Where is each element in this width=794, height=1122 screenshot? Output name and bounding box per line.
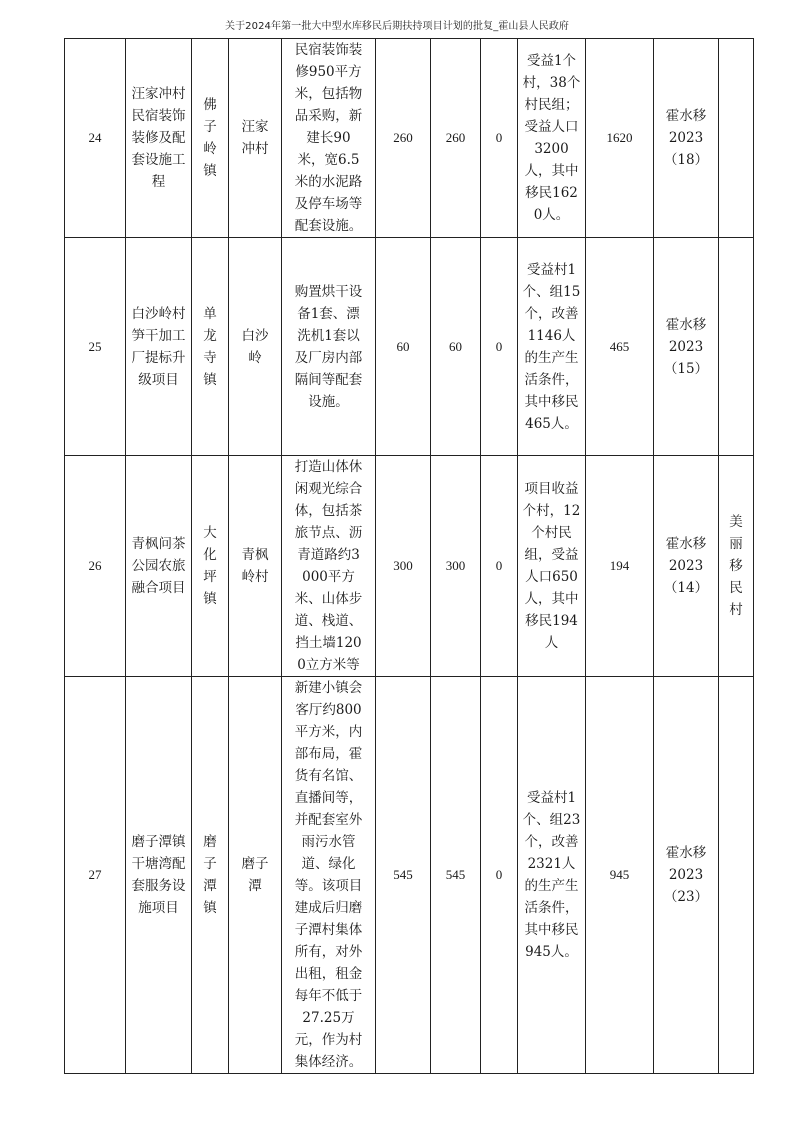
row-number: 27	[65, 677, 126, 1074]
construction-content: 打造山体休闲观光综合体，包括茶旅节点、沥青道路约3000平方米、山体步道、栈道、挡土墙1200立方米等	[282, 456, 376, 677]
beneficiaries: 受益村1个、组15个，改善1146人的生产生活条件，其中移民465人。	[518, 238, 586, 456]
subsidy-funds: 300	[431, 456, 481, 677]
town: 佛子岭镇	[192, 39, 229, 238]
town: 大化坪镇	[192, 456, 229, 677]
beneficiaries: 受益1个村，38个村民组；受益人口3200人，其中移民1620人。	[518, 39, 586, 238]
table-row	[65, 238, 754, 456]
total-investment: 60	[376, 238, 431, 456]
total-investment: 260	[376, 39, 431, 238]
migrant-count: 1620	[586, 39, 654, 238]
village: 白沙岭	[229, 238, 282, 456]
construction-content: 新建小镇会客厅约800平方米，内部布局，霍货有名馆、直播间等，并配套室外雨污水管道、绿化等。该项目建成后归磨子潭村集体所有，对外出租，租金每年不低于27.25万元，作为村集体经济。	[282, 677, 376, 1074]
village: 汪家冲村	[229, 39, 282, 238]
table-row	[65, 456, 754, 677]
row-number: 25	[65, 238, 126, 456]
other-funds: 0	[481, 456, 518, 677]
total-investment: 300	[376, 456, 431, 677]
table-row	[65, 39, 754, 238]
beneficiaries: 受益村1个、组23个，改善2321人的生产生活条件，其中移民945人。	[518, 677, 586, 1074]
town: 磨子潭镇	[192, 677, 229, 1074]
village: 青枫岭村	[229, 456, 282, 677]
migrant-count: 194	[586, 456, 654, 677]
subsidy-funds: 60	[431, 238, 481, 456]
migrant-count: 465	[586, 238, 654, 456]
total-investment: 545	[376, 677, 431, 1074]
subsidy-funds: 545	[431, 677, 481, 1074]
document-number: 霍水移2023（14）	[654, 456, 719, 677]
other-funds: 0	[481, 677, 518, 1074]
page-header-title: 关于2024年第一批大中型水库移民后期扶持项目计划的批复_霍山县人民政府	[224, 21, 570, 32]
document-number: 霍水移2023（18）	[654, 39, 719, 238]
town: 单龙寺镇	[192, 238, 229, 456]
project-name: 汪家冲村民宿装饰装修及配套设施工程	[126, 39, 192, 238]
note	[719, 677, 754, 1074]
other-funds: 0	[481, 39, 518, 238]
row-number: 24	[65, 39, 126, 238]
construction-content: 民宿装饰装修950平方米，包括物品采购，新建长90米，宽6.5米的水泥路及停车场等配套设施。	[282, 39, 376, 238]
project-plan-table	[64, 38, 754, 1074]
project-name: 青枫问茶公园农旅融合项目	[126, 456, 192, 677]
subsidy-funds: 260	[431, 39, 481, 238]
table-row	[65, 677, 754, 1074]
row-number: 26	[65, 456, 126, 677]
note	[719, 238, 754, 456]
migrant-count: 945	[586, 677, 654, 1074]
village: 磨子潭	[229, 677, 282, 1074]
document-number: 霍水移2023（23）	[654, 677, 719, 1074]
document-number: 霍水移2023（15）	[654, 238, 719, 456]
project-name: 磨子潭镇干塘湾配套服务设施项目	[126, 677, 192, 1074]
note	[719, 39, 754, 238]
other-funds: 0	[481, 238, 518, 456]
note: 美丽移民村	[719, 456, 754, 677]
construction-content: 购置烘干设备1套、漂洗机1套以及厂房内部隔间等配套设施。	[282, 238, 376, 456]
project-name: 白沙岭村笋干加工厂提标升级项目	[126, 238, 192, 456]
beneficiaries: 项目收益个村，12个村民组，受益人口650人，其中移民194人	[518, 456, 586, 677]
